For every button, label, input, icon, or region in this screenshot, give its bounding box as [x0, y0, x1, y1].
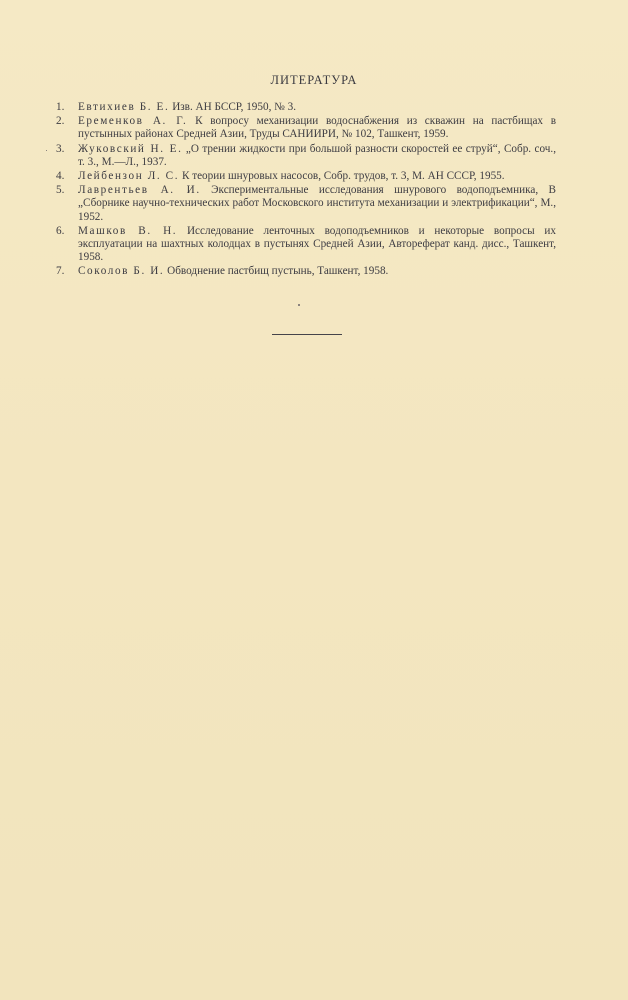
- reference-author: Лаврентьев А. И.: [78, 184, 201, 197]
- reference-text: К теории шнуровых насосов, Собр. трудов, т. 3, М. АН СССР, 1955.: [179, 170, 505, 183]
- reference-text: Изв. АН БССР, 1950, № 3.: [169, 101, 297, 113]
- reference-text: „О трении жидкости при большой разности скоростей ее струй“, Собр. соч., т. 3., М.—Л., 1937.: [78, 142, 556, 168]
- reference-item: [56, 115, 556, 141]
- reference-author: Соколов Б. И.: [78, 265, 165, 278]
- reference-number: 6.: [56, 224, 65, 237]
- reference-item: [56, 101, 556, 114]
- reference-item: [56, 143, 556, 169]
- reference-author: Машков В. Н.: [78, 224, 178, 237]
- reference-number: 1.: [56, 101, 65, 113]
- reference-item: [56, 265, 556, 278]
- reference-number: 3.: [56, 142, 65, 155]
- reference-text: Экспериментальные исследования шнурового водоподъемника, В „Сборнике научно-технических работ Московского института механизации и электрификации“, М., 1952.: [78, 184, 556, 223]
- reference-number: 4.: [56, 170, 65, 183]
- end-divider: [272, 334, 342, 335]
- reference-author: Жуковский Н. Е.: [78, 142, 183, 155]
- reference-text: Обводнение пастбищ пустынь, Ташкент, 1958.: [164, 265, 389, 278]
- reference-author: Лейбензон Л. С.: [78, 170, 180, 183]
- reference-author: Евтихиев Б. Е.: [78, 101, 170, 113]
- reference-number: 5.: [56, 184, 65, 197]
- reference-list: [56, 101, 556, 280]
- print-speck: [46, 150, 47, 151]
- reference-author: Еременков А. Г.: [78, 115, 188, 128]
- reference-number: 7.: [56, 265, 65, 278]
- reference-text: К вопросу механизации водоснабжения из скважин на пастбищах в пустынных районах Средней Азии, Труды САНИИРИ, № 102, Ташкент, 1959.: [78, 115, 556, 141]
- page-title: ЛИТЕРАТУРА: [270, 73, 358, 87]
- reference-item: [56, 184, 556, 224]
- reference-item: [56, 170, 556, 183]
- reference-item: [56, 225, 556, 265]
- reference-number: 2.: [56, 115, 65, 128]
- print-speck: [298, 304, 300, 306]
- reference-text: Исследование ленточных водоподъемников и некоторые вопросы их эксплуатации на шахтных колодцах в пустынях Средней Азии, Автореферат канд. дисс., Ташкент, 1958.: [78, 224, 556, 264]
